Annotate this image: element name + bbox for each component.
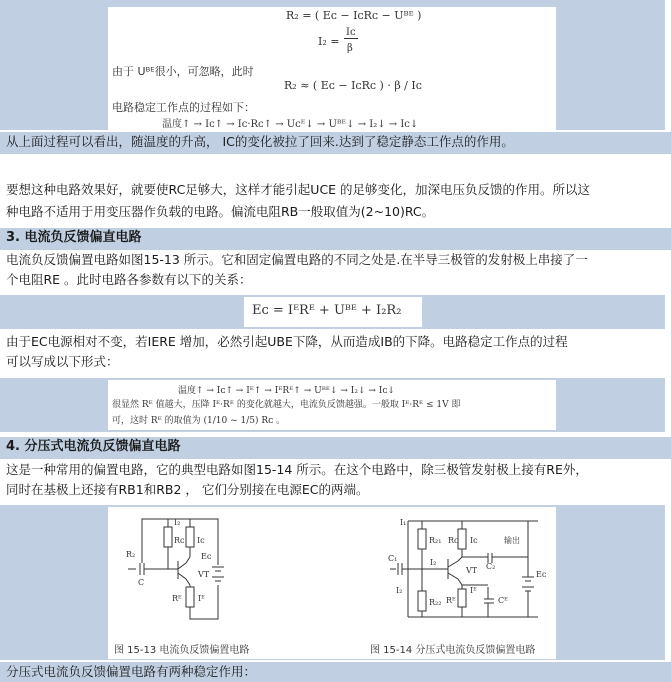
paragraph-2-line-1: 要想这种电路效果好，就要使RC足够大，这样才能引起UCE 的足够变化，加深电压负反馈的作用。所以这 [0,180,671,202]
fig14-vt-label: VT [466,566,478,575]
formula-band-mid [0,295,665,329]
formula-rb: R₂ = ( Eᴄ − IᴄRᴄ − Uᴮᴱ ) [286,9,422,22]
fig13-ec-label: Eᴄ [201,552,212,561]
formula-ec: Eᴄ = IᴱRᴱ + Uᴮᴱ + I₂R₂ [252,303,402,318]
formula-since: 由于 Uᴮᴱ很小，可忽略，此时 [112,65,254,78]
fig13-ib-label: I₂ [174,518,181,527]
fig14-rc-label: Rᴄ [448,536,459,545]
fig14-rb2-label: R₂₂ [429,598,442,607]
fig13-c-label: C [138,578,145,587]
formula-band-top [0,0,665,130]
fig14-i2-label: I₂ [396,586,403,595]
fig14-ib-label: I₂ [430,558,437,567]
fig14-i1-label: I₁ [400,518,407,527]
formula-ib-lhs: I₂ = [318,35,340,48]
section-3-line-1: 电流负反馈偏置电路如图15-13 所示。它和固定偏置电路的不同之处是.在半导三极管的发射极上串接了一 [0,250,671,270]
section-4-title: 4. 分压式电流负反馈偏直电路 [0,437,671,459]
fig14-ic-label: Iᴄ [470,536,478,545]
fig14-ec-label: Eᴄ [536,570,547,579]
formula-panel-mid [244,297,422,327]
figures-band [0,505,665,660]
formula-band-chain [0,378,665,432]
paragraph-4-line-2: 可以写成以下形式： [0,352,671,372]
paragraph-1: 从上面过程可以看出，随温度的升高， IC的变化被拉了回来.达到了稳定静态工作点的作用。 [0,132,671,154]
figures-panel [108,507,556,659]
section-4-line-2: 同时在基极上还接有RB1和RB2 ， 它们分别接在电源EC的两端。 [0,480,671,500]
fig14-output-label: 输出 [504,536,520,545]
section-3-title: 3. 电流负反馈偏直电路 [0,228,671,250]
process-chain: 温度↑ → Iᴄ↑ → Iᴄ·Rᴄ↑ → Uᴄᴱ↓ → Uᴮᴱ↓ → I₂↓ → Iᴄ↓ [162,119,419,130]
fig13-rc-label: Rᴄ [174,536,185,545]
chain-line-3: 可，这时 Rᴱ 的取值为 (1/10 ~ 1/5) Rᴄ 。 [112,416,286,426]
formula-panel-chain [108,380,556,430]
formula-ib-den: β [347,43,353,54]
paragraph-cut-off: 分压式电流负反馈偏置电路有两种稳定作用： [0,662,671,682]
chain-line-2: 很显然 Rᴱ 值越大，压降 Iᴱ·Rᴱ 的变化就越大，电流负反馈越强。一般取 Iᴱ·Rᴱ ≤ 1V 即 [112,400,461,410]
fig13-ie-label: Iᴱ [198,594,205,603]
formula-panel-top [108,7,556,130]
section-3-line-2: 个电阻RE 。此时电路各参数有以下的关系： [0,270,671,290]
paragraph-2-line-2: 种电路不适用于用变压器作负载的电路。偏流电阻RB一般取值为(2~10)RC。 [0,202,671,224]
figure-14-caption: 图 15-14 分压式电流负反馈偏置电路 [370,645,536,656]
fig14-ce-label: Cᴱ [498,596,508,605]
chain-line-1: 温度↑ → Iᴄ↑ → Iᴱ↑ → IᴱRᴱ↑ → Uᴮᴱ↓ → I₂↓ → Iᴄ↓ [178,386,395,396]
fig14-c2-label: C₂ [486,562,496,571]
fig13-vt-label: VT [198,570,210,579]
section-4-line-1: 这是一种常用的偏置电路，它的典型电路如图15-14 所示。在这个电路中，除三极管发射极上接有RE外， [0,460,671,480]
process-title: 电路稳定工作点的过程如下： [112,101,255,114]
fig14-re-label: Rᴱ [446,596,456,605]
fig14-c1-label: C₁ [388,554,398,563]
formula-approx: R₂ ≈ ( Eᴄ − IᴄRᴄ ) · β / Iᴄ [284,79,422,92]
paragraph-4-line-1: 由于EC电源相对不变，若IERE 增加，必然引起UBE下降，从而造成IB的下降。电路稳定工作点的过程 [0,332,671,352]
fig14-rb1-label: R₂₁ [429,536,442,545]
fig13-rb-label: R₂ [126,550,136,559]
formula-ib-num: Iᴄ [346,27,356,38]
fig13-re-label: Rᴱ [172,594,182,603]
fig14-ie-label: Iᴱ [470,586,477,595]
fig13-ic-label: Iᴄ [197,536,205,545]
circuit-diagrams [108,507,556,659]
figure-13-caption: 图 15-13 电流负反馈偏置电路 [114,645,250,656]
